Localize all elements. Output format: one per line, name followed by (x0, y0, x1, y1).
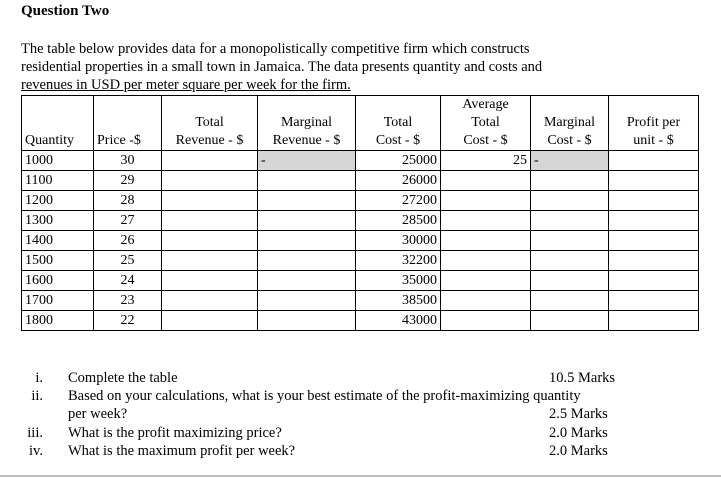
cell-marginal-cost (531, 311, 609, 331)
cell-quantity: 1200 (22, 191, 94, 211)
cell-total-cost: 28500 (356, 211, 441, 231)
cell-average-total-cost (441, 231, 531, 251)
question-heading: Question Two (21, 3, 110, 19)
cell-total-revenue (162, 191, 258, 211)
question-iv-marks: 2.0 Marks (549, 443, 608, 459)
question-text: What is the profit maximizing price? (68, 425, 282, 441)
cell-total-cost: 35000 (356, 271, 441, 291)
header-profit-per-unit: Profit per unit - $ (609, 96, 699, 151)
question-text: What is the maximum profit per week? (68, 443, 296, 459)
cell-marginal-revenue (258, 211, 356, 231)
intro-line-3: revenues in USD per meter square per week for the firm. (21, 77, 351, 93)
cell-profit-per-unit (609, 291, 699, 311)
header-total-revenue: Total Revenue - $ (162, 96, 258, 151)
cell-marginal-revenue (258, 191, 356, 211)
cell-marginal-cost (531, 231, 609, 251)
cell-price: 25 (94, 251, 162, 271)
cell-quantity: 1800 (22, 311, 94, 331)
cell-marginal-cost: - (531, 151, 609, 171)
header-total-cost: Total Cost - $ (356, 96, 441, 151)
cell-marginal-cost (531, 271, 609, 291)
cost-revenue-table (21, 95, 699, 331)
cell-total-revenue (162, 231, 258, 251)
intro-line-1: The table below provides data for a monopolistically competitive firm which constructs (21, 41, 530, 57)
cell-total-revenue (162, 211, 258, 231)
cell-average-total-cost (441, 191, 531, 211)
question-text: Complete the table (68, 370, 178, 386)
cell-quantity: 1400 (22, 231, 94, 251)
cell-profit-per-unit (609, 171, 699, 191)
cell-marginal-cost (531, 211, 609, 231)
table-row (22, 151, 699, 171)
question-text-continued: per week? (68, 406, 128, 422)
question-number: ii. (31, 388, 43, 404)
table-row (22, 211, 699, 231)
cell-price: 28 (94, 191, 162, 211)
cell-quantity: 1100 (22, 171, 94, 191)
table-header-row (22, 96, 699, 151)
cell-total-revenue (162, 311, 258, 331)
question-iii-marks: 2.0 Marks (549, 425, 608, 441)
cell-quantity: 1000 (22, 151, 94, 171)
cell-average-total-cost (441, 251, 531, 271)
cell-quantity: 1300 (22, 211, 94, 231)
table-row (22, 191, 699, 211)
cell-marginal-cost (531, 291, 609, 311)
header-average-total-cost: Average Total Cost - $ (441, 96, 531, 151)
question-i-marks: 10.5 Marks (549, 370, 616, 386)
cell-total-cost: 38500 (356, 291, 441, 311)
cell-profit-per-unit (609, 151, 699, 171)
header-marginal-revenue: Marginal Revenue - $ (258, 96, 356, 151)
cell-marginal-revenue (258, 231, 356, 251)
cell-profit-per-unit (609, 251, 699, 271)
cell-total-revenue (162, 171, 258, 191)
cell-profit-per-unit (609, 191, 699, 211)
cell-total-cost: 32200 (356, 251, 441, 271)
cell-quantity: 1700 (22, 291, 94, 311)
question-number: iii. (27, 425, 43, 441)
cell-marginal-revenue (258, 311, 356, 331)
intro-line-2: residential properties in a small town in Jamaica. The data presents quantity and costs and (21, 59, 543, 75)
cell-average-total-cost: 25 (441, 151, 531, 171)
cell-marginal-revenue (258, 171, 356, 191)
page-divider (0, 475, 721, 477)
question-number: i. (35, 370, 43, 386)
cell-total-revenue (162, 291, 258, 311)
table-row (22, 231, 699, 251)
cell-average-total-cost (441, 271, 531, 291)
cell-total-cost: 30000 (356, 231, 441, 251)
cell-average-total-cost (441, 291, 531, 311)
cell-profit-per-unit (609, 231, 699, 251)
cell-total-cost: 25000 (356, 151, 441, 171)
header-marginal-cost: Marginal Cost - $ (531, 96, 609, 151)
cell-price: 29 (94, 171, 162, 191)
table-row (22, 251, 699, 271)
header-price: Price -$ (94, 96, 162, 151)
cell-total-cost: 43000 (356, 311, 441, 331)
question-ii-marks: 2.5 Marks (549, 406, 608, 422)
cell-price: 30 (94, 151, 162, 171)
table-row (22, 171, 699, 191)
cell-price: 27 (94, 211, 162, 231)
cell-price: 22 (94, 311, 162, 331)
cell-total-revenue (162, 271, 258, 291)
cell-total-revenue (162, 251, 258, 271)
table-row (22, 311, 699, 331)
cell-quantity: 1500 (22, 251, 94, 271)
cell-price: 26 (94, 231, 162, 251)
cell-marginal-cost (531, 251, 609, 271)
cell-price: 23 (94, 291, 162, 311)
cell-average-total-cost (441, 311, 531, 331)
cell-profit-per-unit (609, 271, 699, 291)
cell-profit-per-unit (609, 211, 699, 231)
header-quantity: Quantity (22, 96, 94, 151)
question-text: Based on your calculations, what is your best estimate of the profit-maximizing quantity (68, 388, 581, 404)
cell-marginal-cost (531, 171, 609, 191)
cell-marginal-cost (531, 191, 609, 211)
cell-total-revenue (162, 151, 258, 171)
cell-quantity: 1600 (22, 271, 94, 291)
cell-profit-per-unit (609, 311, 699, 331)
table-row (22, 291, 699, 311)
cell-total-cost: 27200 (356, 191, 441, 211)
cell-marginal-revenue (258, 251, 356, 271)
cell-average-total-cost (441, 171, 531, 191)
cell-marginal-revenue: - (258, 151, 356, 171)
cell-marginal-revenue (258, 291, 356, 311)
cell-price: 24 (94, 271, 162, 291)
table-row (22, 271, 699, 291)
cell-marginal-revenue (258, 271, 356, 291)
question-number: iv. (29, 443, 43, 459)
intro-paragraph (21, 40, 711, 94)
cell-total-cost: 26000 (356, 171, 441, 191)
cell-average-total-cost (441, 211, 531, 231)
